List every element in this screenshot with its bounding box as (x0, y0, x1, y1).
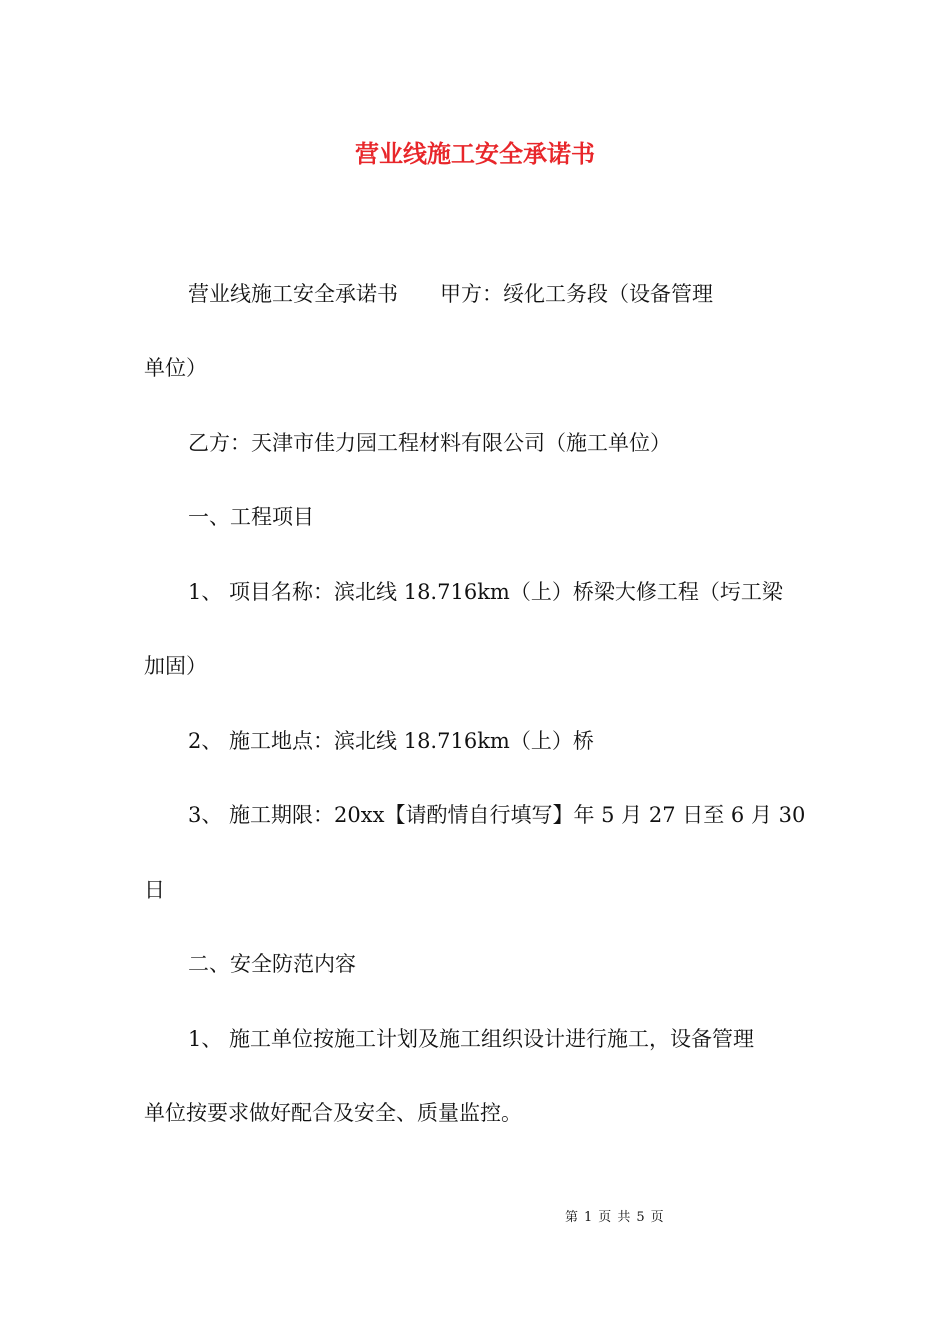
body-line: 日 (144, 878, 165, 902)
footer-total-unit: 页 (650, 1210, 664, 1225)
footer-page-number: 1 (584, 1210, 593, 1225)
body-line: 乙方：天津市佳力园工程材料有限公司（施工单位） (188, 431, 671, 455)
body-line: 营业线施工安全承诺书 甲方：绥化工务段（设备管理 (188, 282, 713, 306)
body-line: 3、 施工期限：20xx【请酌情自行填写】年 5 月 27 日至 6 月 30 (188, 803, 806, 827)
body-line: 单位） (144, 356, 207, 380)
body-line: 单位按要求做好配合及安全、质量监控。 (144, 1101, 522, 1125)
section-heading: 二、安全防范内容 (188, 952, 356, 976)
body-line: 加固） (144, 654, 207, 678)
footer-page-label: 第 (565, 1210, 579, 1225)
section-heading: 一、工程项目 (188, 505, 314, 529)
footer-page-unit: 页 (598, 1210, 612, 1225)
body-line: 1、 项目名称：滨北线 18.716km（上）桥梁大修工程（圬工梁 (188, 580, 783, 604)
body-line: 1、 施工单位按施工计划及施工组织设计进行施工，设备管理 (188, 1027, 755, 1051)
body-line: 2、 施工地点：滨北线 18.716km（上）桥 (188, 729, 594, 753)
page-footer (565, 1209, 670, 1227)
footer-total-pages: 5 (636, 1210, 645, 1225)
document-title: 营业线施工安全承诺书 (355, 139, 595, 168)
footer-total-label: 共 (617, 1210, 631, 1225)
